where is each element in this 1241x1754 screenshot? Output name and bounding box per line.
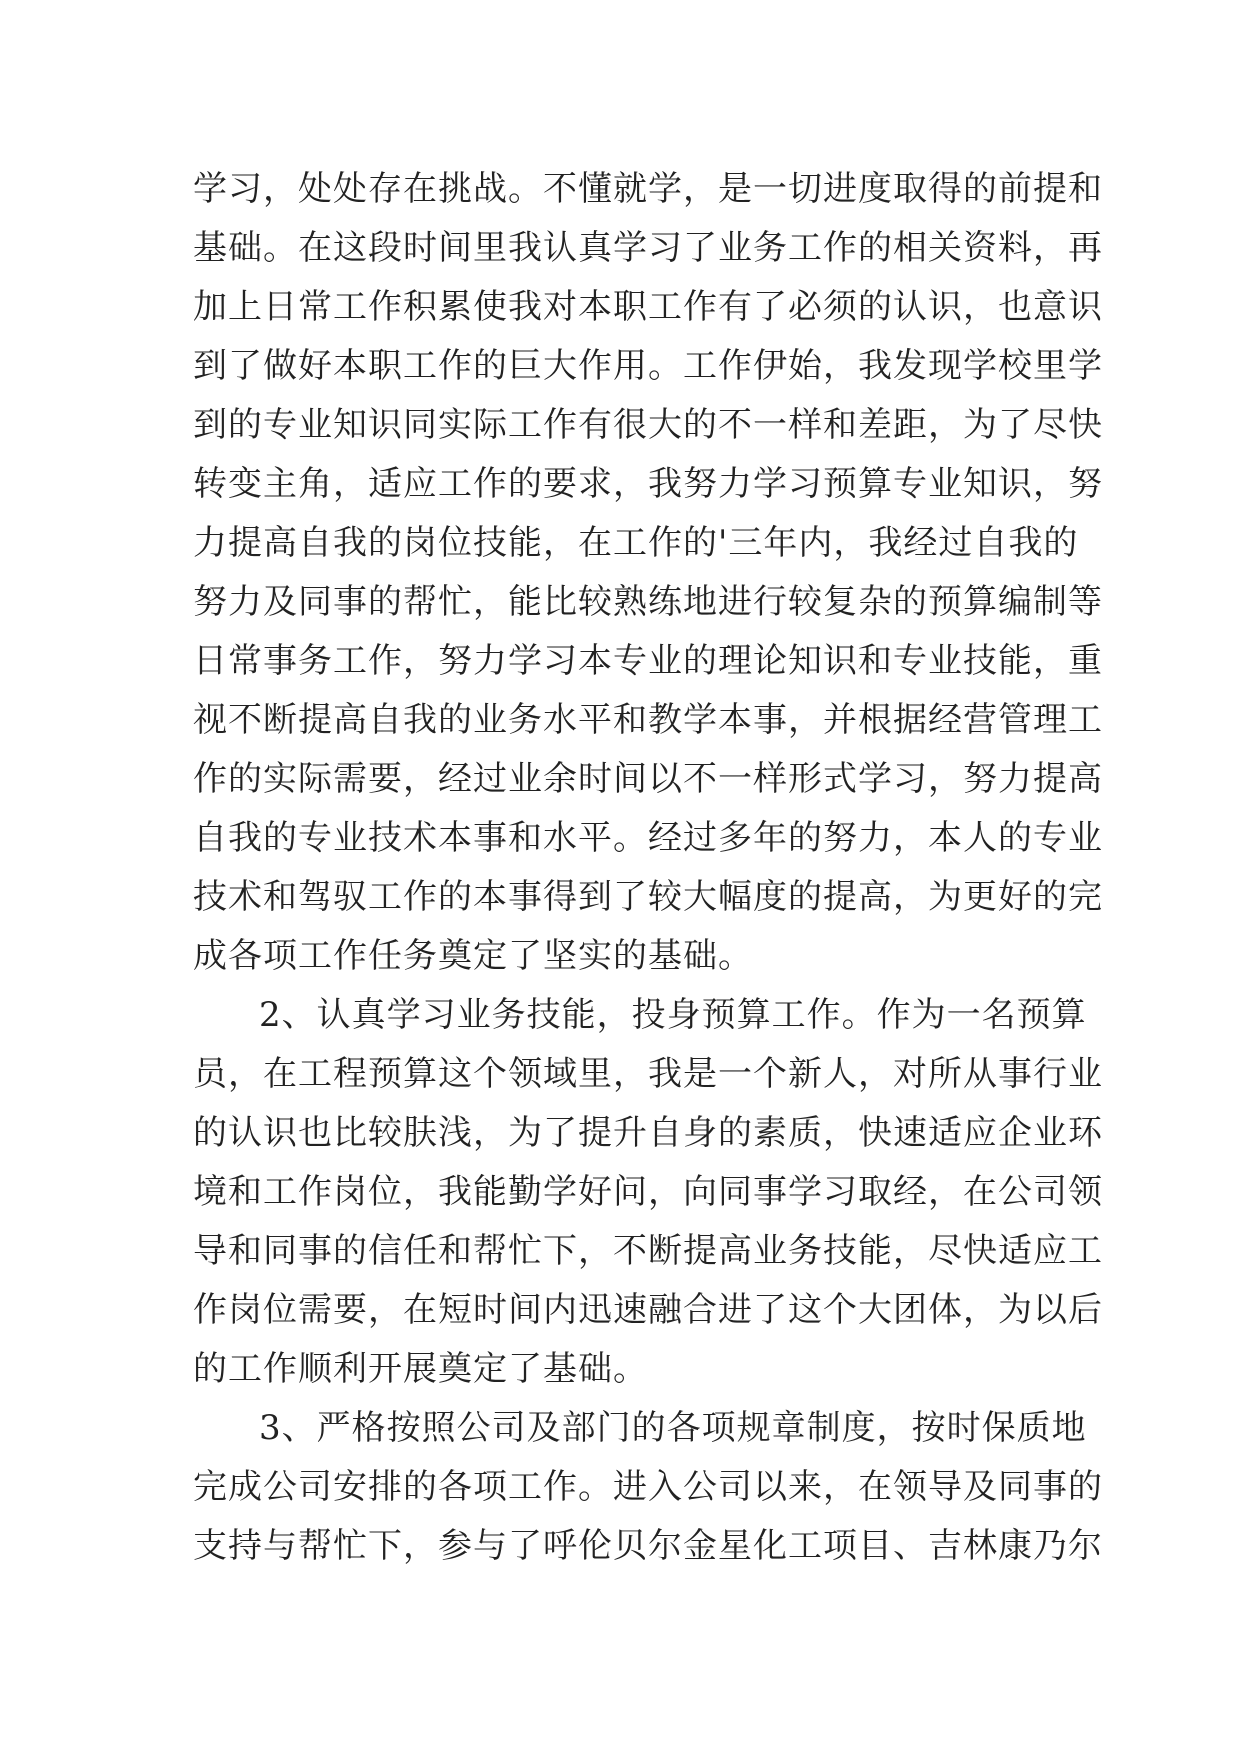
text-line: 到的专业知识同实际工作有很大的不一样和差距，为了尽快 (193, 405, 1103, 445)
text-line: 员，在工程预算这个领域里，我是一个新人，对所从事行业 (193, 1054, 1103, 1094)
text-line: 基础。在这段时间里我认真学习了业务工作的相关资料，再 (193, 228, 1103, 268)
text-line: 成各项工作任务奠定了坚实的基础。 (193, 936, 753, 976)
text-line: 作岗位需要，在短时间内迅速融合进了这个大团体，为以后 (193, 1290, 1103, 1330)
text-line: 的认识也比较肤浅，为了提升自身的素质，快速适应企业环 (193, 1113, 1103, 1153)
text-line: 日常事务工作，努力学习本专业的理论知识和专业技能，重 (193, 641, 1103, 681)
text-line: 努力及同事的帮忙，能比较熟练地进行较复杂的预算编制等 (193, 582, 1103, 622)
text-line: 完成公司安排的各项工作。进入公司以来，在领导及同事的 (193, 1467, 1103, 1507)
paragraph-start-line: 3、严格按照公司及部门的各项规章制度，按时保质地 (259, 1408, 1087, 1448)
text-line: 境和工作岗位，我能勤学好问，向同事学习取经，在公司领 (193, 1172, 1103, 1212)
text-line: 自我的专业技术本事和水平。经过多年的努力，本人的专业 (193, 818, 1103, 858)
body-text (193, 160, 1103, 1576)
text-line: 学习，处处存在挑战。不懂就学，是一切进度取得的前提和 (193, 169, 1103, 209)
paragraph-start-line: 2、认真学习业务技能，投身预算工作。作为一名预算 (259, 995, 1087, 1035)
text-line: 转变主角，适应工作的要求，我努力学习预算专业知识，努 (193, 464, 1103, 504)
text-line: 视不断提高自我的业务水平和教学本事，并根据经营管理工 (193, 700, 1103, 740)
text-line: 支持与帮忙下，参与了呼伦贝尔金星化工项目、吉林康乃尔 (193, 1526, 1103, 1566)
text-line: 的工作顺利开展奠定了基础。 (193, 1349, 648, 1389)
text-line: 到了做好本职工作的巨大作用。工作伊始，我发现学校里学 (193, 346, 1103, 386)
text-line: 作的实际需要，经过业余时间以不一样形式学习，努力提高 (193, 759, 1103, 799)
text-line: 导和同事的信任和帮忙下，不断提高业务技能，尽快适应工 (193, 1231, 1103, 1271)
text-line: 技术和驾驭工作的本事得到了较大幅度的提高，为更好的完 (193, 877, 1103, 917)
text-line: 加上日常工作积累使我对本职工作有了必须的认识，也意识 (193, 287, 1103, 327)
text-line: 力提高自我的岗位技能，在工作的'三年内，我经过自我的 (193, 523, 1079, 563)
